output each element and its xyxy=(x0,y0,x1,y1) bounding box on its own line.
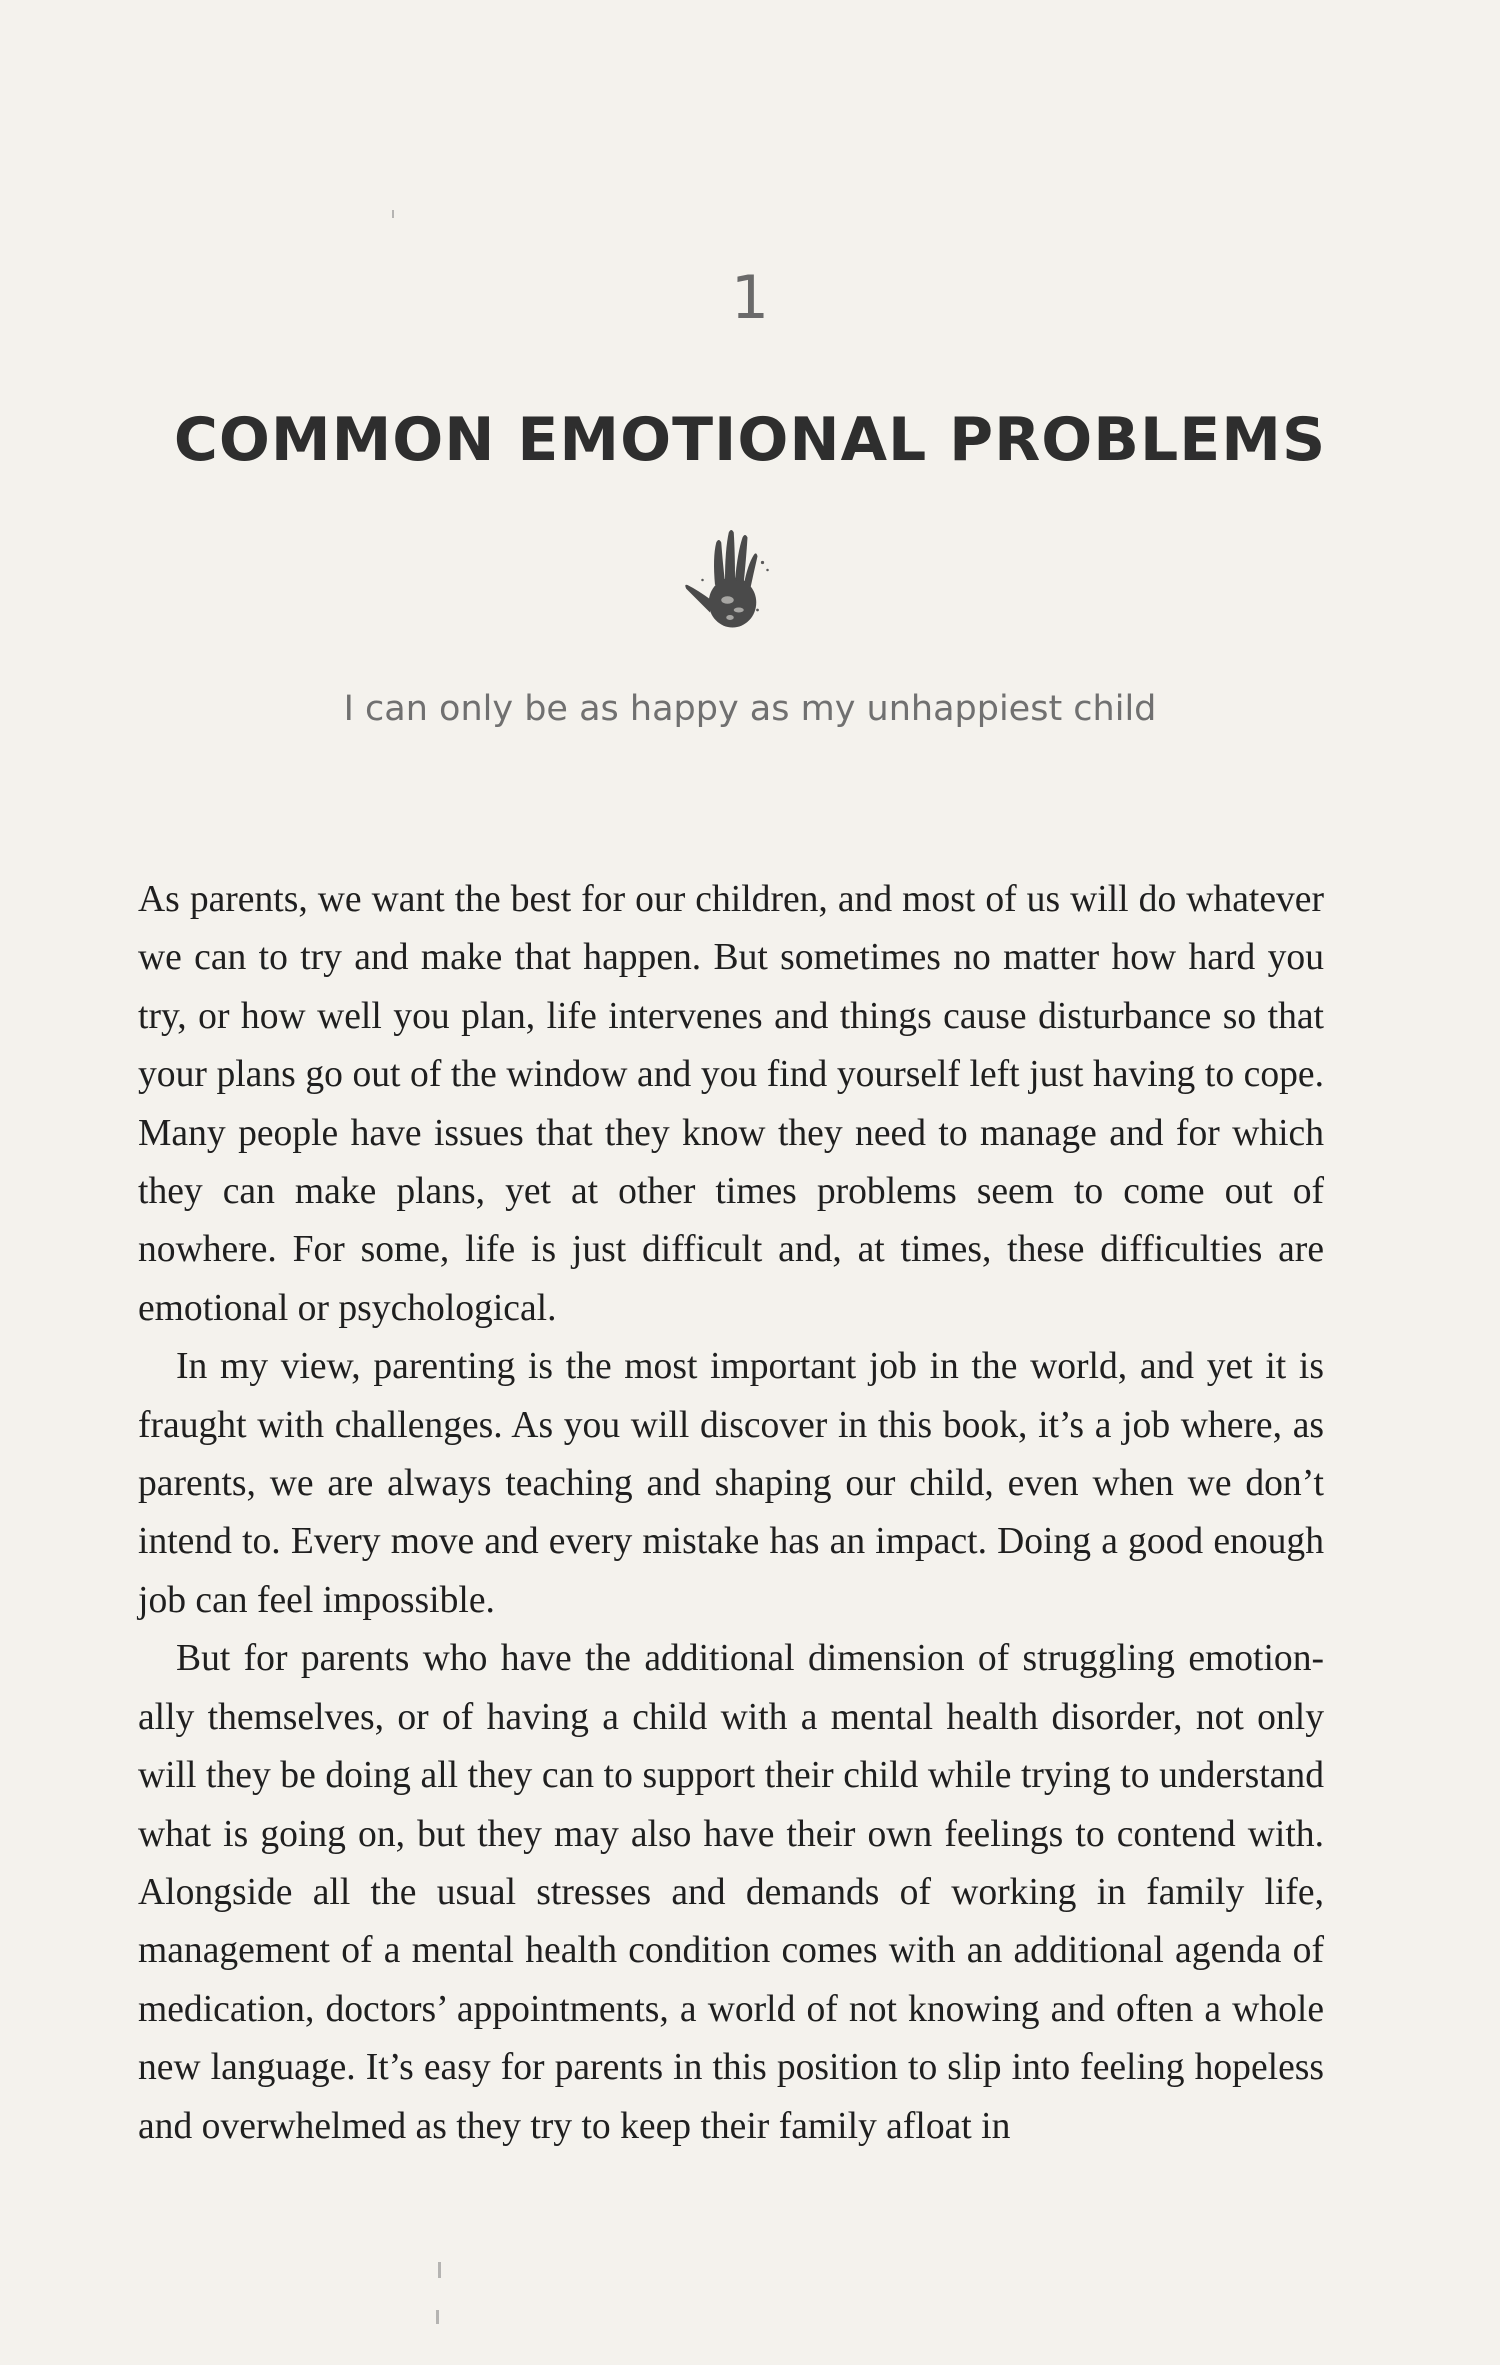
paragraph: In my view, parenting is the most important job in the world, and yet it is fraught with challenges. As you will discover in this book, it’s a job where, as parents, we are always teaching and shaping our child, even when we don’t intend to. Every move and every mistake has an impact. Doing a good enough job can feel impossible. xyxy=(138,1346,1324,1621)
chapter-title: COMMON EMOTIONAL PROBLEMS xyxy=(173,405,1327,475)
scan-speck xyxy=(436,2310,439,2324)
epigraph: I can only be as happy as my unhappiest child xyxy=(343,689,1157,729)
handprint-icon xyxy=(670,520,795,645)
chapter-body xyxy=(138,871,1324,2156)
chapter-number: 1 xyxy=(730,263,770,333)
paragraph: But for parents who have the additional dimension of struggling emotionally themselves, or of having a child with a mental health disorder, not only will they be doing all they can to support their child while trying to understand what is going on, but they may also have their own feelings to contend with. Alongside all the usual stresses and demands of working in family life, management of a mental health condition comes with an additional agenda of medication, doctors’ appointments, a world of not knowing and often a whole new language. It’s easy for parents in this position to slip into feeling hopeless and overwhelmed as they try to keep their family afloat in xyxy=(138,1638,1324,2147)
paragraph: As parents, we want the best for our children, and most of us will do whatever we can to try and make that happen. But sometimes no matter how hard you try, or how well you plan, life intervenes and things cause disturbance so that your plans go out of the window and you find yourself left just having to cope. Many people have issues that they know they need to manage and for which they can make plans, yet at other times problems seem to come out of nowhere. For some, life is just difficult and, at times, these difficulties are emotional or psychological. xyxy=(138,879,1324,1329)
scan-speck xyxy=(438,2262,441,2278)
scan-speck xyxy=(392,210,394,218)
